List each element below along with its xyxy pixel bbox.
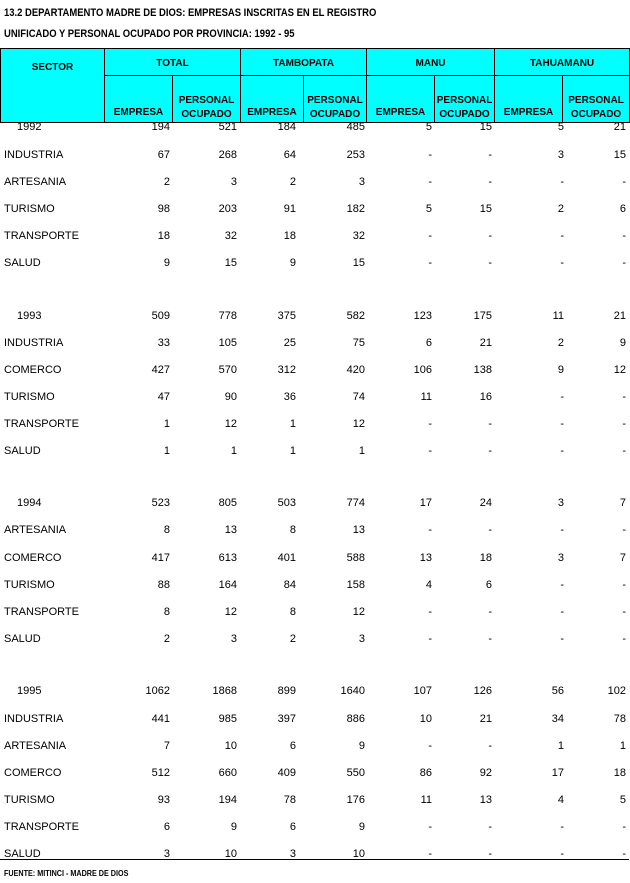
header-empresa: EMPRESA <box>495 76 563 123</box>
cell-total-empresa: 512 <box>151 767 170 779</box>
cell-tambopata-empresa: 8 <box>289 606 296 618</box>
table-row <box>0 418 630 436</box>
year-row <box>0 310 630 328</box>
table-row <box>0 176 630 194</box>
cell-tambopata-personal: 588 <box>346 552 365 564</box>
cell-total-personal: 660 <box>218 767 237 779</box>
cell-manu-personal: - <box>488 740 492 752</box>
table-row <box>0 203 630 221</box>
table-row <box>0 257 630 275</box>
cell-total-empresa: 441 <box>151 713 170 725</box>
cell-manu-empresa: 4 <box>425 579 432 591</box>
row-sector-label: ARTESANIA <box>4 176 67 188</box>
cell-manu-personal: 21 <box>479 713 492 725</box>
cell-tambopata-personal: 74 <box>352 391 365 403</box>
row-sector-label: COMERCO <box>4 767 62 779</box>
cell-tambopata-personal: 182 <box>346 203 365 215</box>
cell-tambopata-personal: 176 <box>346 794 365 806</box>
cell-total-personal: 570 <box>218 364 237 376</box>
cell-tambopata-personal: 9 <box>358 821 365 833</box>
cell-tambopata-personal: 10 <box>352 848 365 860</box>
cell-tambopata-empresa: 375 <box>277 310 296 322</box>
cell-tambopata-empresa: 503 <box>277 497 296 509</box>
cell-manu-empresa: - <box>428 149 432 161</box>
row-sector-label: ARTESANIA <box>4 740 67 752</box>
table-title-line-1: 13.2 DEPARTAMENTO MADRE DE DIOS: EMPRESAS INSCRITAS EN EL REGISTRO <box>4 7 377 19</box>
cell-tambopata-personal: 253 <box>346 149 365 161</box>
cell-tambopata-personal: 15 <box>352 257 365 269</box>
cell-tambopata-empresa: 409 <box>277 767 296 779</box>
cell-tambopata-empresa: 8 <box>289 524 296 536</box>
cell-tambopata-empresa: 6 <box>289 821 296 833</box>
cell-tambopata-empresa: 899 <box>277 685 296 697</box>
table-row <box>0 740 630 758</box>
cell-tambopata-personal: 582 <box>346 310 365 322</box>
table-header <box>0 48 630 123</box>
cell-tambopata-empresa: 84 <box>283 579 296 591</box>
cell-tambopata-empresa: 1 <box>289 445 296 457</box>
cell-tahuamanu-empresa: 2 <box>557 203 564 215</box>
cell-tambopata-personal: 485 <box>346 121 365 133</box>
cell-total-empresa: 1 <box>163 445 170 457</box>
cell-manu-personal: - <box>488 848 492 860</box>
cell-manu-personal: - <box>488 230 492 242</box>
cell-total-empresa: 88 <box>157 579 170 591</box>
cell-tahuamanu-empresa: 3 <box>557 149 564 161</box>
cell-tahuamanu-personal: - <box>622 257 626 269</box>
row-sector-label: TRANSPORTE <box>4 821 79 833</box>
table-row <box>0 821 630 839</box>
cell-manu-empresa: - <box>428 633 432 645</box>
header-group-tahuamanu: TAHUAMANU <box>495 49 630 76</box>
cell-manu-personal: 24 <box>479 497 492 509</box>
row-sector-label: SALUD <box>4 848 41 860</box>
cell-tambopata-empresa: 91 <box>283 203 296 215</box>
cell-manu-personal: - <box>488 524 492 536</box>
cell-total-empresa: 33 <box>157 337 170 349</box>
row-sector-label: TRANSPORTE <box>4 606 79 618</box>
cell-manu-empresa: - <box>428 176 432 188</box>
cell-tahuamanu-empresa: 4 <box>557 794 564 806</box>
row-sector-label: SALUD <box>4 445 41 457</box>
cell-tambopata-personal: 3 <box>358 176 365 188</box>
cell-total-empresa: 523 <box>151 497 170 509</box>
cell-manu-empresa: - <box>428 740 432 752</box>
cell-manu-empresa: 17 <box>419 497 432 509</box>
cell-tahuamanu-empresa: 3 <box>557 497 564 509</box>
cell-tahuamanu-personal: 18 <box>613 767 626 779</box>
bottom-rule <box>0 859 629 860</box>
cell-tahuamanu-personal: - <box>622 848 626 860</box>
cell-manu-empresa: - <box>428 418 432 430</box>
cell-total-empresa: 2 <box>163 633 170 645</box>
header-personal-ocupado: PERSONAL OCUPADO <box>435 76 495 123</box>
cell-total-empresa: 93 <box>157 794 170 806</box>
cell-total-personal: 1868 <box>212 685 237 697</box>
cell-total-empresa: 8 <box>163 524 170 536</box>
row-sector-label: ARTESANIA <box>4 524 67 536</box>
row-sector-label: INDUSTRIA <box>4 337 64 349</box>
cell-tahuamanu-personal: - <box>622 418 626 430</box>
cell-manu-personal: 126 <box>473 685 492 697</box>
cell-tambopata-empresa: 401 <box>277 552 296 564</box>
row-sector-label: TURISMO <box>4 203 55 215</box>
cell-tambopata-empresa: 3 <box>289 848 296 860</box>
cell-tahuamanu-personal: - <box>622 633 626 645</box>
table-row <box>0 337 630 355</box>
cell-manu-personal: 13 <box>479 794 492 806</box>
cell-tahuamanu-personal: - <box>622 391 626 403</box>
row-sector-label: SALUD <box>4 633 41 645</box>
cell-tahuamanu-empresa: 9 <box>557 364 564 376</box>
cell-total-empresa: 6 <box>163 821 170 833</box>
cell-total-personal: 12 <box>224 606 237 618</box>
cell-tambopata-empresa: 312 <box>277 364 296 376</box>
cell-tambopata-empresa: 397 <box>277 713 296 725</box>
row-sector-label: TRANSPORTE <box>4 230 79 242</box>
cell-tahuamanu-empresa: - <box>560 848 564 860</box>
cell-total-empresa: 7 <box>163 740 170 752</box>
cell-total-empresa: 47 <box>157 391 170 403</box>
row-sector-label: INDUSTRIA <box>4 713 64 725</box>
cell-tambopata-personal: 32 <box>352 230 365 242</box>
table-row <box>0 713 630 731</box>
row-sector-label: TURISMO <box>4 794 55 806</box>
cell-tahuamanu-personal: 21 <box>613 121 626 133</box>
cell-total-personal: 12 <box>224 418 237 430</box>
cell-tahuamanu-personal: 12 <box>613 364 626 376</box>
cell-tambopata-empresa: 18 <box>283 230 296 242</box>
row-sector-label: TRANSPORTE <box>4 418 79 430</box>
cell-tambopata-personal: 3 <box>358 633 365 645</box>
cell-manu-personal: 21 <box>479 337 492 349</box>
year-row <box>0 497 630 515</box>
cell-total-personal: 805 <box>218 497 237 509</box>
header-group-manu: MANU <box>367 49 495 76</box>
cell-tambopata-personal: 12 <box>352 418 365 430</box>
row-sector-label: TURISMO <box>4 391 55 403</box>
cell-tahuamanu-empresa: - <box>560 230 564 242</box>
cell-tambopata-empresa: 25 <box>283 337 296 349</box>
table-row <box>0 552 630 570</box>
cell-tahuamanu-empresa: 34 <box>551 713 564 725</box>
table-row <box>0 445 630 463</box>
cell-total-personal: 613 <box>218 552 237 564</box>
cell-tahuamanu-empresa: - <box>560 445 564 457</box>
cell-total-empresa: 8 <box>163 606 170 618</box>
table-row <box>0 579 630 597</box>
cell-manu-personal: 15 <box>479 121 492 133</box>
cell-tahuamanu-empresa: - <box>560 418 564 430</box>
cell-total-empresa: 67 <box>157 149 170 161</box>
cell-total-personal: 3 <box>230 176 237 188</box>
table-row <box>0 149 630 167</box>
cell-total-personal: 32 <box>224 230 237 242</box>
row-sector-label: COMERCO <box>4 552 62 564</box>
cell-tambopata-empresa: 1 <box>289 418 296 430</box>
cell-tahuamanu-personal: 15 <box>613 149 626 161</box>
cell-tahuamanu-personal: - <box>622 524 626 536</box>
row-year-label: 1993 <box>17 310 42 322</box>
cell-manu-empresa: 123 <box>413 310 432 322</box>
cell-tahuamanu-personal: 1 <box>619 740 626 752</box>
cell-tahuamanu-empresa: 5 <box>557 121 564 133</box>
cell-manu-personal: 6 <box>485 579 492 591</box>
table-row <box>0 524 630 542</box>
cell-manu-personal: 92 <box>479 767 492 779</box>
cell-total-personal: 10 <box>224 740 237 752</box>
cell-tambopata-personal: 886 <box>346 713 365 725</box>
cell-total-personal: 164 <box>218 579 237 591</box>
cell-total-empresa: 98 <box>157 203 170 215</box>
cell-tambopata-personal: 420 <box>346 364 365 376</box>
cell-manu-personal: 16 <box>479 391 492 403</box>
cell-manu-personal: - <box>488 633 492 645</box>
cell-tahuamanu-personal: 7 <box>619 552 626 564</box>
cell-total-personal: 9 <box>230 821 237 833</box>
cell-total-personal: 10 <box>224 848 237 860</box>
row-sector-label: INDUSTRIA <box>4 149 64 161</box>
cell-tahuamanu-personal: - <box>622 445 626 457</box>
cell-manu-empresa: 5 <box>425 203 432 215</box>
cell-tahuamanu-empresa: - <box>560 606 564 618</box>
cell-tahuamanu-empresa: - <box>560 257 564 269</box>
header-personal-ocupado: PERSONAL OCUPADO <box>304 76 367 123</box>
header-personal-ocupado: PERSONAL OCUPADO <box>173 76 241 123</box>
row-year-label: 1995 <box>17 685 42 697</box>
cell-manu-personal: - <box>488 149 492 161</box>
table-row <box>0 633 630 651</box>
table-row <box>0 391 630 409</box>
cell-total-empresa: 417 <box>151 552 170 564</box>
cell-manu-empresa: 13 <box>419 552 432 564</box>
cell-manu-personal: - <box>488 418 492 430</box>
cell-tambopata-personal: 550 <box>346 767 365 779</box>
table-row <box>0 848 630 866</box>
year-row <box>0 685 630 703</box>
cell-manu-empresa: - <box>428 257 432 269</box>
cell-tambopata-personal: 75 <box>352 337 365 349</box>
cell-tambopata-personal: 1640 <box>340 685 365 697</box>
cell-tahuamanu-personal: - <box>622 606 626 618</box>
cell-manu-empresa: 106 <box>413 364 432 376</box>
cell-total-empresa: 1 <box>163 418 170 430</box>
cell-manu-personal: - <box>488 445 492 457</box>
cell-manu-empresa: - <box>428 524 432 536</box>
cell-tambopata-personal: 12 <box>352 606 365 618</box>
cell-tahuamanu-empresa: - <box>560 524 564 536</box>
cell-manu-empresa: 11 <box>420 391 432 403</box>
cell-manu-empresa: 5 <box>425 121 432 133</box>
table-row <box>0 606 630 624</box>
cell-tahuamanu-personal: 9 <box>619 337 626 349</box>
cell-tahuamanu-personal: 102 <box>607 685 626 697</box>
row-year-label: 1994 <box>17 497 42 509</box>
header-empresa: EMPRESA <box>241 76 304 123</box>
row-sector-label: TURISMO <box>4 579 55 591</box>
cell-manu-personal: 15 <box>479 203 492 215</box>
cell-tambopata-empresa: 64 <box>283 149 296 161</box>
cell-tahuamanu-personal: 21 <box>613 310 626 322</box>
row-sector-label: COMERCO <box>4 364 62 376</box>
cell-tambopata-empresa: 36 <box>283 391 296 403</box>
table-title-line-2: UNIFICADO Y PERSONAL OCUPADO POR PROVINCIA: 1992 - 95 <box>4 28 295 40</box>
cell-total-personal: 268 <box>218 149 237 161</box>
cell-tahuamanu-personal: 7 <box>619 497 626 509</box>
cell-total-personal: 194 <box>218 794 237 806</box>
cell-manu-personal: 175 <box>473 310 492 322</box>
cell-total-personal: 521 <box>218 121 237 133</box>
cell-total-personal: 778 <box>218 310 237 322</box>
cell-tambopata-empresa: 6 <box>289 740 296 752</box>
cell-total-personal: 15 <box>224 257 237 269</box>
year-row <box>0 121 630 139</box>
cell-total-personal: 105 <box>218 337 237 349</box>
cell-manu-empresa: - <box>428 848 432 860</box>
cell-tambopata-empresa: 78 <box>283 794 296 806</box>
cell-tambopata-empresa: 2 <box>289 633 296 645</box>
cell-total-empresa: 18 <box>157 230 170 242</box>
cell-tahuamanu-empresa: - <box>560 579 564 591</box>
cell-manu-empresa: 10 <box>419 713 432 725</box>
cell-tahuamanu-empresa: - <box>560 633 564 645</box>
cell-total-personal: 203 <box>218 203 237 215</box>
cell-manu-personal: - <box>488 821 492 833</box>
cell-manu-personal: 18 <box>479 552 492 564</box>
cell-manu-empresa: - <box>428 445 432 457</box>
header-empresa: EMPRESA <box>105 76 173 123</box>
cell-tahuamanu-empresa: 17 <box>551 767 564 779</box>
cell-tahuamanu-empresa: 2 <box>557 337 564 349</box>
cell-total-personal: 985 <box>218 713 237 725</box>
cell-tahuamanu-empresa: - <box>560 391 564 403</box>
cell-manu-empresa: 6 <box>425 337 432 349</box>
cell-tahuamanu-personal: - <box>622 579 626 591</box>
cell-manu-empresa: 11 <box>420 794 432 806</box>
table-row <box>0 364 630 382</box>
header-personal-ocupado: PERSONAL OCUPADO <box>563 76 630 123</box>
cell-total-empresa: 427 <box>151 364 170 376</box>
cell-total-empresa: 2 <box>163 176 170 188</box>
cell-total-empresa: 9 <box>163 257 170 269</box>
cell-total-personal: 3 <box>230 633 237 645</box>
cell-tambopata-empresa: 9 <box>289 257 296 269</box>
cell-total-personal: 1 <box>230 445 237 457</box>
cell-tambopata-personal: 774 <box>346 497 365 509</box>
row-sector-label: SALUD <box>4 257 41 269</box>
cell-tahuamanu-empresa: - <box>560 176 564 188</box>
table-row <box>0 230 630 248</box>
table-row <box>0 767 630 785</box>
cell-tahuamanu-personal: - <box>622 176 626 188</box>
cell-total-empresa: 3 <box>163 848 170 860</box>
cell-manu-personal: 138 <box>473 364 492 376</box>
header-group-total: TOTAL <box>105 49 241 76</box>
cell-total-personal: 90 <box>224 391 237 403</box>
cell-manu-personal: - <box>488 257 492 269</box>
cell-manu-personal: - <box>488 176 492 188</box>
cell-total-empresa: 194 <box>151 121 170 133</box>
cell-tambopata-personal: 158 <box>346 579 365 591</box>
cell-manu-empresa: - <box>428 821 432 833</box>
cell-manu-empresa: 107 <box>413 685 432 697</box>
cell-tahuamanu-personal: 6 <box>619 203 626 215</box>
cell-tambopata-personal: 13 <box>352 524 365 536</box>
cell-tambopata-empresa: 184 <box>277 121 296 133</box>
cell-tahuamanu-personal: - <box>622 821 626 833</box>
cell-manu-personal: - <box>488 606 492 618</box>
header-sector: SECTOR <box>1 49 105 123</box>
cell-tahuamanu-empresa: 3 <box>557 552 564 564</box>
source-note: FUENTE: MITINCI - MADRE DE DIOS <box>4 869 129 878</box>
cell-tahuamanu-empresa: - <box>560 821 564 833</box>
row-year-label: 1992 <box>17 121 42 133</box>
cell-tahuamanu-personal: 78 <box>613 713 626 725</box>
cell-manu-empresa: - <box>428 606 432 618</box>
cell-total-empresa: 1062 <box>145 685 170 697</box>
cell-tahuamanu-personal: 5 <box>619 794 626 806</box>
cell-tambopata-empresa: 2 <box>289 176 296 188</box>
cell-tahuamanu-empresa: 1 <box>557 740 564 752</box>
cell-manu-empresa: - <box>428 230 432 242</box>
cell-tambopata-personal: 9 <box>358 740 365 752</box>
header-group-tambopata: TAMBOPATA <box>241 49 367 76</box>
cell-total-personal: 13 <box>224 524 237 536</box>
cell-tahuamanu-empresa: 56 <box>551 685 564 697</box>
cell-total-empresa: 509 <box>151 310 170 322</box>
cell-tahuamanu-empresa: 11 <box>552 310 564 322</box>
cell-tahuamanu-personal: - <box>622 230 626 242</box>
cell-manu-empresa: 86 <box>419 767 432 779</box>
table-row <box>0 794 630 812</box>
header-empresa: EMPRESA <box>367 76 435 123</box>
cell-tambopata-personal: 1 <box>358 445 365 457</box>
